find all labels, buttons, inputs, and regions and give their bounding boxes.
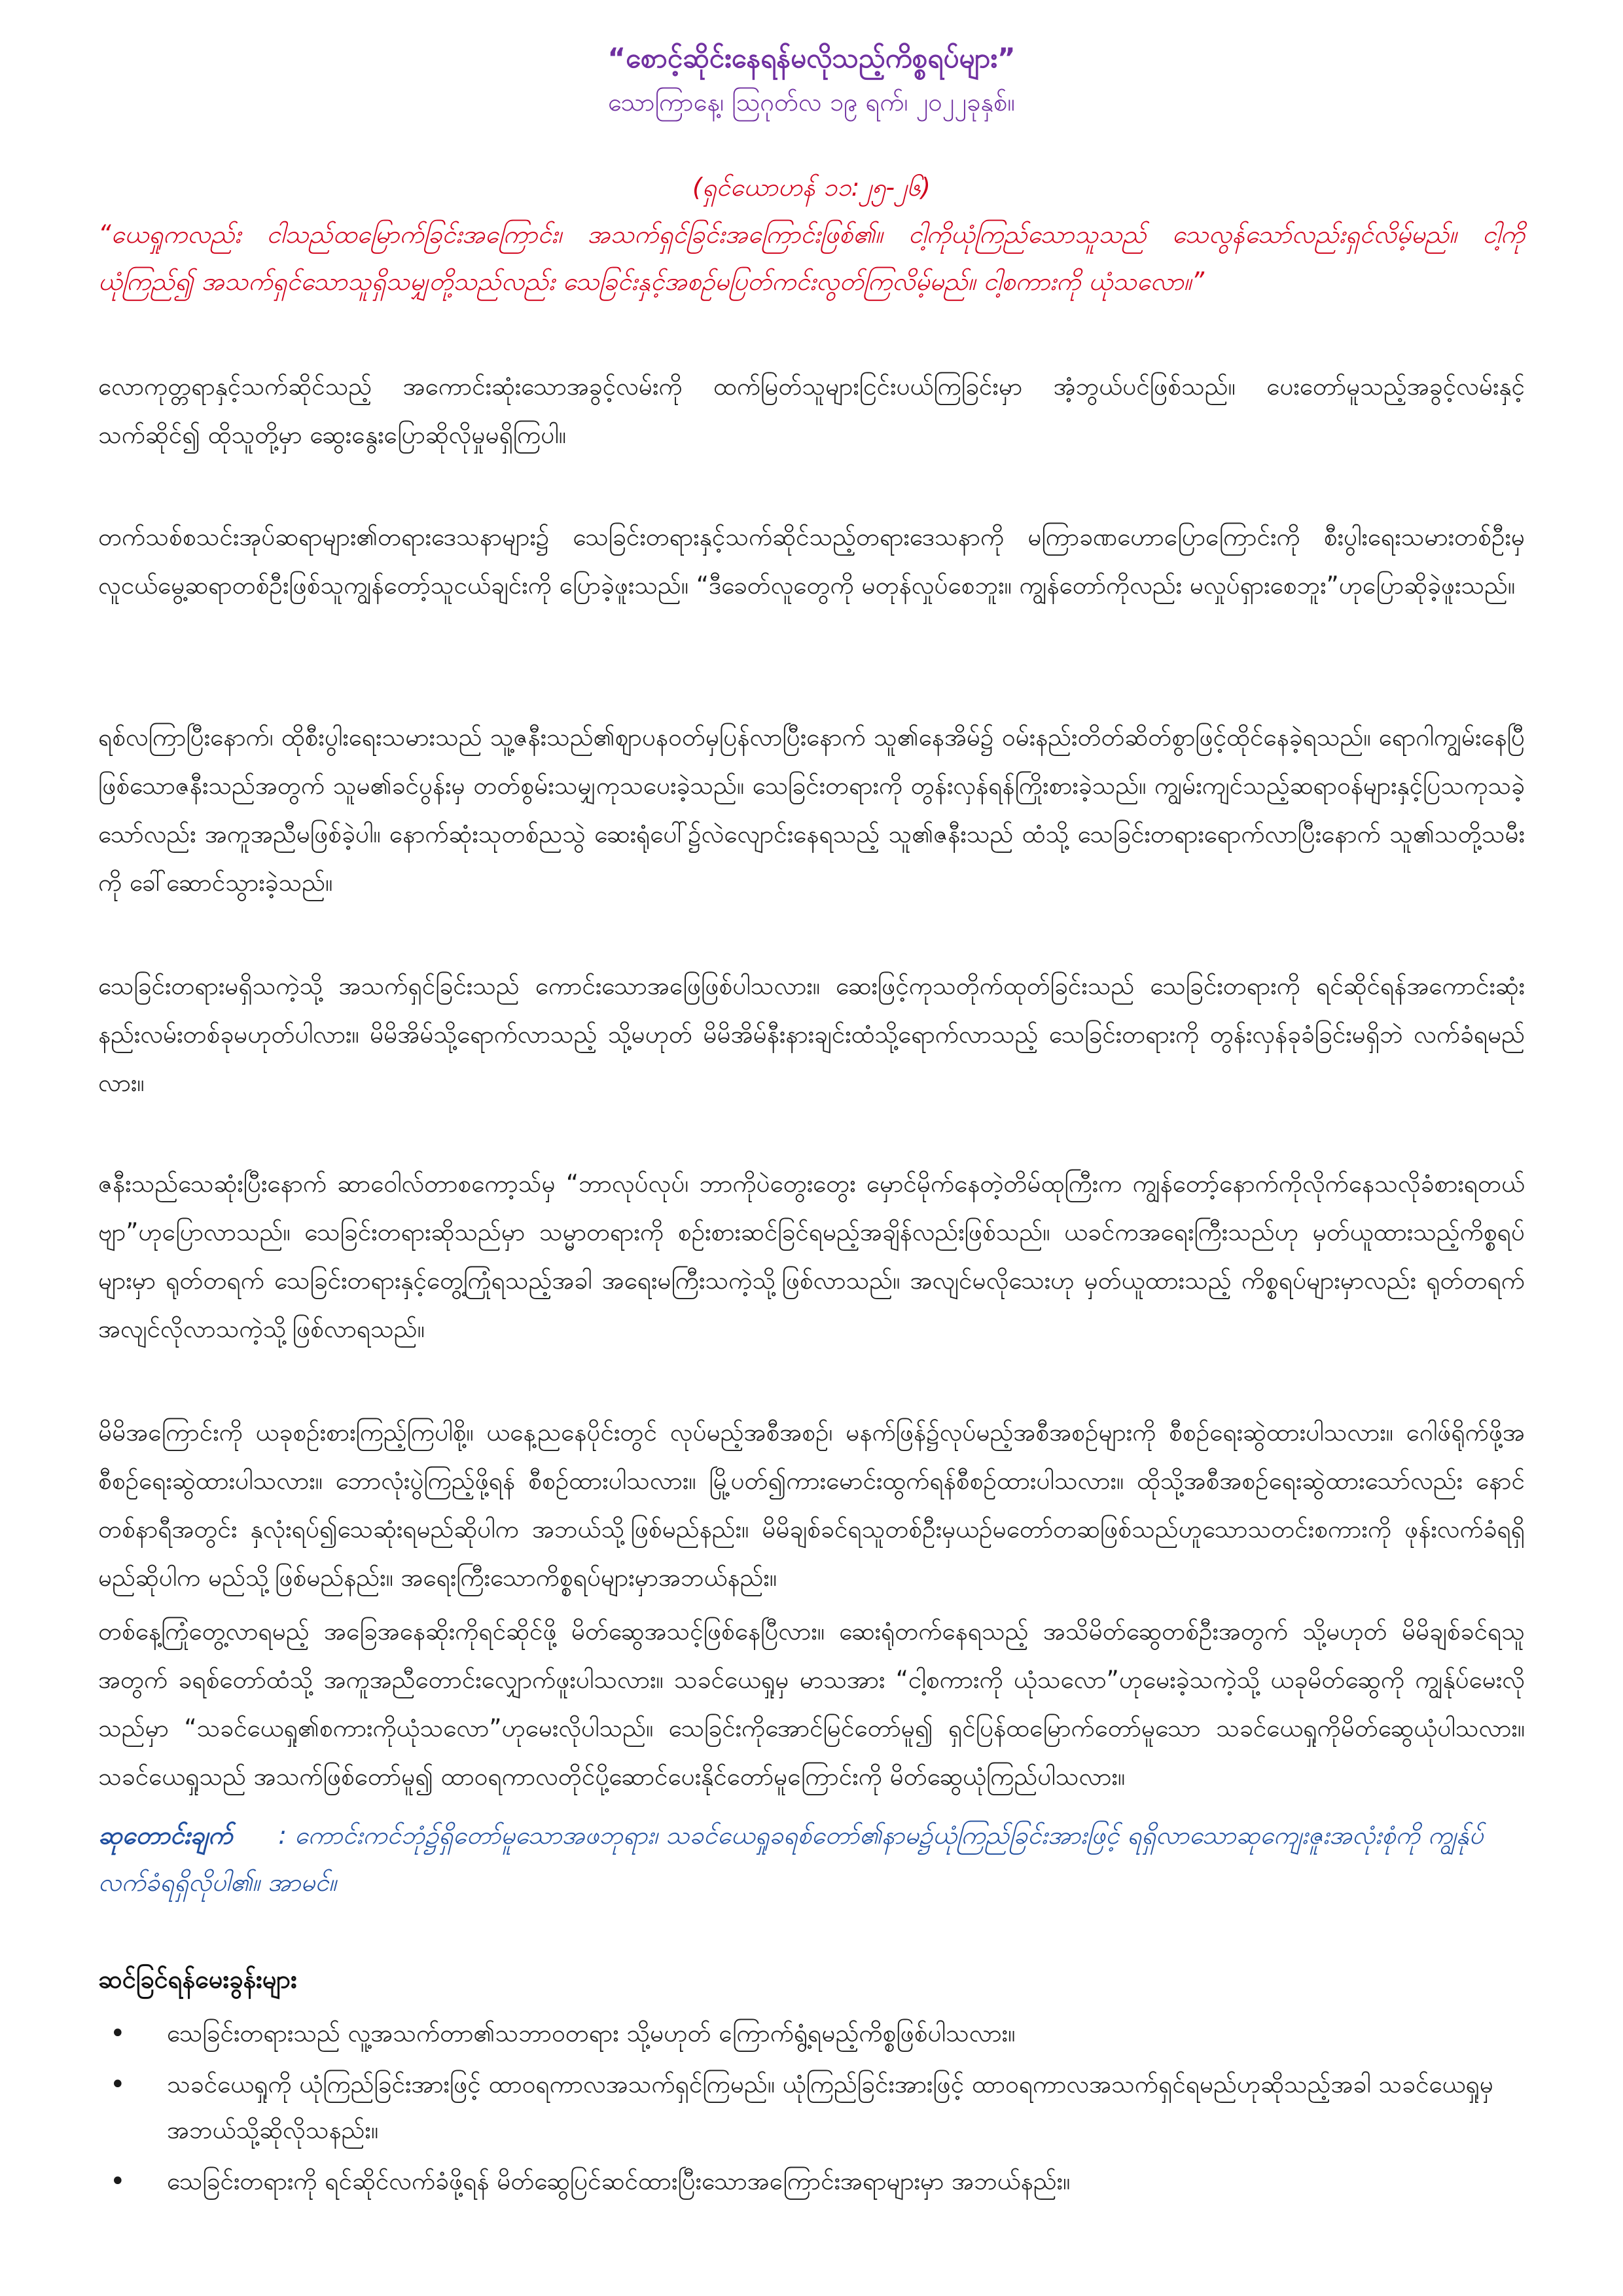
bullet-icon: •	[110, 2166, 126, 2197]
paragraph-5: ဇနီးသည်သေဆုံးပြီးနောက် ဆာဝေါလ်တာစကော့သ်မှ “ဘာလုပ်လုပ်၊ ဘာကိုပဲတွေးတွေး မှောင်မိုက်နေတဲ့တိမ်ထုကြီးက ကျွန်တော့်နောက်ကိုလိုက်နေသလိုခံစားရတယ်ဗျာ”ဟုပြောလာသည်။ သေခြင်းတရားဆိုသည်မှာ သမ္မာတရားကို စဉ်းစားဆင်ခြင်ရမည့်အချိန်လည်းဖြစ်သည်။ ယခင်ကအရေးကြီးသည်ဟု မှတ်ယူထားသည့်ကိစ္စရပ်များမှာ ရုတ်တရက် သေခြင်းတရားနှင့်တွေ့ကြုံရသည့်အခါ အရေးမကြီးသကဲ့သို့ဖြစ်လာသည်။ အလျင်မလိုသေးဟု မှတ်ယူထားသည့် ကိစ္စရပ်များမှာလည်း ရုတ်တရက်အလျင်လိုလာသကဲ့သို့ဖြစ်လာရသည်။	[98, 1170, 1525, 1343]
paragraph-2: တက်သစ်စသင်းအုပ်ဆရာများ၏တရားဒေသနာများ၌ သေခြင်းတရားနှင့်သက်ဆိုင်သည့်တရားဒေသနာကို မကြာခဏဟောပြောကြောင်းကို စီးပွါးရေးသမားတစ်ဦးမှ လူငယ်မွေ့ဆရာတစ်ဦးဖြစ်သူကျွန်တော့်သူငယ်ချင်းကို ပြောခဲ့ဖူးသည်။ “ဒီခေတ်လူတွေကို မတုန်လှုပ်စေဘူး။ ကျွန်တော်ကိုလည်း မလှုပ်ရှားစေဘူး”ဟုပြောဆိုခဲ့ဖူးသည်။	[98, 523, 1525, 600]
paragraph-1: လောကုတ္တရာနှင့်သက်ဆိုင်သည့် အကောင်းဆုံးသောအခွင့်လမ်းကို ထက်မြတ်သူများငြင်းပယ်ကြခြင်းမှာ အံ့ဘွယ်ပင်ဖြစ်သည်။ ပေးတော်မူသည့်အခွင့်လမ်းနှင့်သက်ဆိုင်၍ ထိုသူတို့မှာ ဆွေးနွေးပြောဆိုလိုမှုမရှိကြပါ။	[98, 372, 1525, 449]
paragraph-4: သေခြင်းတရားမရှိသကဲ့သို့ အသက်ရှင်ခြင်းသည် ကောင်းသောအဖြေဖြစ်ပါသလား။ ဆေးဖြင့်ကုသတိုက်ထုတ်ခြင်းသည် သေခြင်းတရားကို ရင်ဆိုင်ရန်အကောင်းဆုံးနည်းလမ်းတစ်ခုမဟုတ်ပါလား။ မိမိအိမ်သို့ရောက်လာသည့် သို့မဟုတ် မိမိအိမ်နီးနားချင်းထံသို့ရောက်လာသည့် သေခြင်းတရားကို တွန်းလှန်ခုခံခြင်းမရှိဘဲ လက်ခံရမည်လား။	[98, 972, 1525, 1097]
verse-text: “ယေရှုကလည်း ငါသည်ထမြောက်ခြင်းအကြောင်း၊ အသက်ရှင်ခြင်းအကြောင်းဖြစ်၏။ ငါ့ကိုယုံကြည်သောသူသည် သေလွန်သော်လည်းရှင်လိမ့်မည်။ ငါ့ကိုယုံကြည်၍ အသက်ရှင်သောသူရှိသမျှတို့သည်လည်း သေခြင်းနှင့်အစဉ်မပြတ်ကင်းလွတ်ကြလိမ့်မည်။ ငါ့စကားကို ယုံသလော။”	[98, 220, 1525, 296]
bullet-icon: •	[110, 2018, 126, 2049]
question-text: သခင်ယေရှုကို ယုံကြည်ခြင်းအားဖြင့် ထာဝရကာလအသက်ရှင်ကြမည်။ ယုံကြည်ခြင်းအားဖြင့် ထာဝရကာလအသက်ရှင်ရမည်ဟုဆိုသည့်အခါ သခင်ယေရှုမှ အဘယ်သို့ဆိုလိုသနည်း။	[167, 2070, 1493, 2144]
paragraph-6: မိမိအကြောင်းကို ယခုစဉ်းစားကြည့်ကြပါစို့။ ယနေ့ညနေပိုင်းတွင် လုပ်မည့်အစီအစဉ်၊ မနက်ဖြန်၌လုပ်မည့်အစီအစဉ်များကို စီစဉ်ရေးဆွဲထားပါသလား။ ဂေါဖ်ရိုက်ဖို့အစီစဉ်ရေးဆွဲထားပါသလား။ ဘောလုံးပွဲကြည့်ဖို့ရန် စီစဉ်ထားပါသလား။ မြို့ပတ်၍ကားမောင်းထွက်ရန်စီစဉ်ထားပါသလား။ ထိုသို့အစီအစဉ်ရေးဆွဲထားသော်လည်း နောင်တစ်နာရီအတွင်း နှလုံးရပ်၍သေဆုံးရမည်ဆိုပါက အဘယ်သို့ဖြစ်မည်နည်း။ မိမိချစ်ခင်ရသူတစ်ဦးမှယဉ်မတော်တဆဖြစ်သည်ဟူသောသတင်းစကားကို ဖုန်းလက်ခံရရှိမည်ဆိုပါက မည်သို့ဖြစ်မည်နည်း။ အရေးကြီးသောကိစ္စရပ်များမှာအဘယ်နည်း။	[98, 1418, 1525, 1592]
question-text: သေခြင်းတရားကို ရင်ဆိုင်လက်ခံဖို့ရန် မိတ်ဆွေပြင်ဆင်ထားပြီးသောအကြောင်းအရာများမှာ အဘယ်နည်း။	[167, 2167, 1071, 2195]
paragraph-3: ရစ်လကြာပြီးနောက်၊ ထိုစီးပွါးရေးသမားသည် သူ့ဇနီးသည်၏ဈာပနဝတ်မှပြန်လာပြီးနောက် သူ၏နေအိမ်၌ ဝမ်းနည်းတိတ်ဆိတ်စွာဖြင့်ထိုင်နေခဲ့ရသည်။ ရောဂါကျွမ်းနေပြီဖြစ်သောဇနီးသည်အတွက် သူမ၏ခင်ပွန်းမှ တတ်စွမ်းသမျှကုသပေးခဲ့သည်။ သေခြင်းတရားကို တွန်းလှန်ရန်ကြိုးစားခဲ့သည်။ ကျွမ်းကျင်သည့်ဆရာဝန်များနှင့်ပြသကုသခဲ့သော်လည်း အကူအညီမဖြစ်ခဲ့ပါ။ နောက်ဆုံးသုတစ်ညသွဲ ဆေးရုံပေါ်၌လဲလျောင်းနေရသည့် သူ၏ဇနီးသည် ထံသို့ သေခြင်းတရားရောက်လာပြီးနောက် သူ၏သတို့သမီးကို ခေါ်ဆောင်သွားခဲ့သည်။	[98, 723, 1525, 897]
document-title: “စောင့်ဆိုင်းနေရန်မလိုသည့်ကိစ္စရပ်များ”	[607, 42, 1016, 74]
question-item	[98, 2011, 1525, 2056]
prayer-label: ဆုတောင်းချက်	[98, 1821, 233, 1850]
questions-list	[98, 2011, 1525, 2210]
prayer-block	[98, 1812, 1525, 1906]
question-item	[98, 2062, 1525, 2153]
bullet-icon: •	[110, 2070, 126, 2100]
question-text: သေခြင်းတရားသည် လူ့အသက်တာ၏သဘာဝတရား သို့မဟုတ် ကြောက်ရွံ့ရမည့်ကိစ္စဖြစ်ပါသလား။	[167, 2019, 1016, 2047]
question-item	[98, 2159, 1525, 2204]
verse-reference: (ရှင်ယောဟန် ၁၁:၂၅-၂၆)	[692, 173, 931, 202]
prayer-text: : ကောင်းကင်ဘုံ၌ရှိတော်မူသောအဖဘုရား၊ သခင်ယေရှုခရစ်တော်၏နာမ၌ယုံကြည်ခြင်းအားဖြင့် ရရှိလာသောဆုကျေးဇူးအလုံးစုံကို ကျွန်ုပ်လက်ခံရရှိလိုပါ၏။ အာမင်။	[98, 1821, 1484, 1897]
document-date: သောကြာနေ့၊ ဩဂုတ်လ ၁၉ ရက်၊ ၂၀၂၂ခုနှစ်။	[608, 88, 1015, 117]
paragraph-7: တစ်နေ့ကြုံတွေ့လာရမည့် အခြေအနေဆိုးကိုရင်ဆိုင်ဖို့ မိတ်ဆွေအသင့်ဖြစ်နေပြီလား။ ဆေးရုံတက်နေရသည့် အသိမိတ်ဆွေတစ်ဦးအတွက် သို့မဟုတ် မိမိချစ်ခင်ရသူအတွက် ခရစ်တော်ထံသို့ အကူအညီတောင်းလျှောက်ဖူးပါသလား။ သခင်ယေရှုမှ မာသအား “ငါ့စကားကို ယုံသလော”ဟုမေးခဲ့သကဲ့သို့ ယခုမိတ်ဆွေကို ကျွန်ုပ်မေးလိုသည်မှာ “သခင်ယေရှု၏စကားကိုယုံသလော”ဟုမေးလိုပါသည်။ သေခြင်းကိုအောင်မြင်တော်မူ၍ ရှင်ပြန်ထမြောက်တော်မူသော သခင်ယေရှုကိုမိတ်ဆွေယုံပါသလား။ သခင်ယေရှုသည် အသက်ဖြစ်တော်မူ၍ ထာဝရကာလတိုင်ပို့ဆောင်ပေးနိုင်တော်မူကြောင်းကို မိတ်ဆွေယုံကြည်ပါသလား။	[98, 1617, 1525, 1791]
questions-heading: ဆင်ခြင်ရန်မေးခွန်းများ	[98, 1965, 297, 1994]
